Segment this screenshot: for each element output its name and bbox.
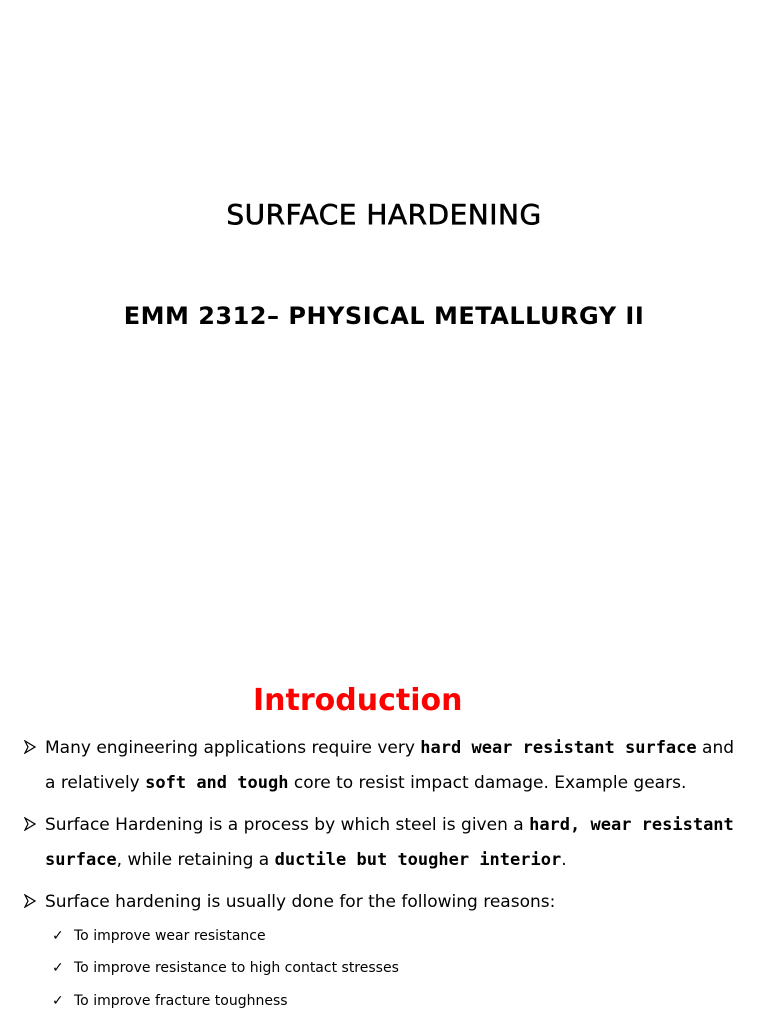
arrowhead-bullet-icon bbox=[24, 885, 42, 920]
arrowhead-bullet-icon bbox=[24, 731, 42, 766]
course-subtitle: EMM 2312– PHYSICAL METALLURGY II bbox=[123, 302, 645, 330]
bullet-text-span: and a relatively bbox=[45, 738, 735, 793]
bullet-item bbox=[24, 808, 744, 878]
bullet-text-span: core to resist impact damage. Example gears. bbox=[288, 773, 687, 793]
checkmark-icon: ✓ bbox=[52, 993, 64, 1009]
emphasis-text: hard wear resistant surface bbox=[420, 738, 697, 758]
emphasis-text: soft and tough bbox=[145, 773, 289, 793]
emphasis-text: hard, wear resistant surface bbox=[45, 815, 734, 870]
bullet-text: Surface hardening is usually done for the following reasons: bbox=[45, 892, 556, 912]
bullet-text-span: Surface Hardening is a process by which steel is given a bbox=[45, 815, 530, 835]
arrowhead-bullet-icon bbox=[24, 808, 42, 843]
checkmark-icon: ✓ bbox=[52, 928, 64, 944]
reason-text: To improve resistance to high contact stresses bbox=[74, 960, 399, 976]
bullet-text-span: . bbox=[561, 850, 567, 870]
checkmark-icon: ✓ bbox=[52, 960, 64, 976]
section-heading: Introduction bbox=[253, 683, 463, 718]
reason-item bbox=[52, 928, 266, 944]
reason-item bbox=[52, 993, 288, 1009]
bullet-text-span: Many engineering applications require very bbox=[45, 738, 421, 758]
page-title: SURFACE HARDENING bbox=[226, 198, 542, 231]
reason-text: To improve fracture toughness bbox=[74, 993, 288, 1009]
bullet-text bbox=[45, 731, 744, 801]
reason-text: To improve wear resistance bbox=[74, 928, 266, 944]
bullet-item bbox=[24, 731, 744, 801]
reason-item bbox=[52, 960, 399, 976]
bullet-text-span: , while retaining a bbox=[116, 850, 275, 870]
emphasis-text: ductile but tougher interior bbox=[274, 850, 562, 870]
bullet-text bbox=[45, 808, 744, 878]
bullet-item bbox=[24, 885, 744, 920]
